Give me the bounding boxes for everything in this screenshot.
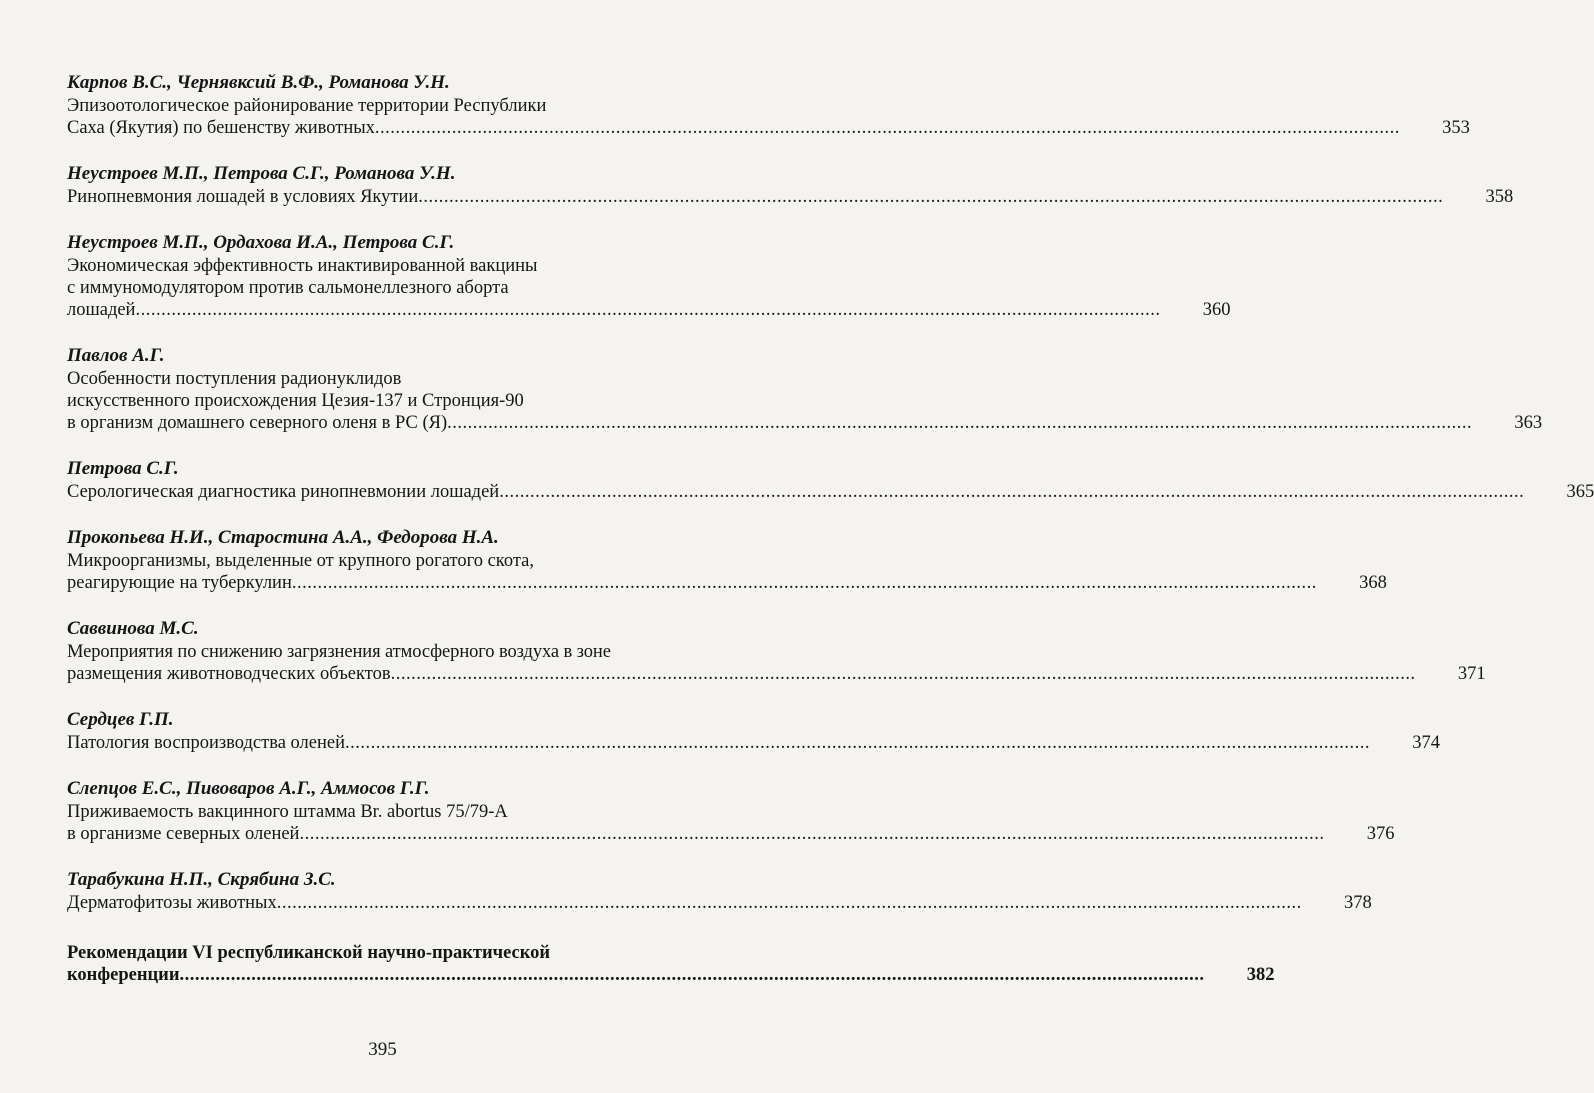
entry-last-line [67,481,1594,503]
entry-authors: Сердцев Г.П. [67,709,174,730]
leader-dots: ........................................................................................................................................................................................................ [390,664,1416,684]
entry-last-line [67,572,1387,594]
entry-page-number: 358 [1485,187,1514,207]
entry-page-number: 360 [1202,300,1231,320]
entry-title-end: Ринопневмония лошадей в условиях Якутии [67,187,419,207]
entry-title-line: Особенности поступления радионуклидов [67,369,402,389]
entry-page-number: 363 [1514,413,1543,433]
leader-dots: ........................................................................................................................................................................................................ [299,824,1325,844]
toc-entry [67,526,1387,594]
page-number: 395 [368,1039,397,1060]
entry-title-line: Эпизоотологическое районирование территории Республики [67,96,547,116]
entry-authors: Прокопьева Н.И., Старостина А.А., Федорова Н.А. [67,527,499,548]
entry-last-line [67,299,1231,321]
entry-page-number: 365 [1566,482,1594,502]
entry-last-line [67,964,1275,986]
entry-title-line: искусственного происхождения Цезия-137 и Стронция-90 [67,391,524,411]
entry-title-end: в организме северных оленей [67,824,300,844]
entry-authors: Неустроев М.П., Ордахова И.А., Петрова С.Г. [67,232,455,253]
entry-title-line: Мероприятия по снижению загрязнения атмосферного воздуха в зоне [67,642,611,662]
entry-title-line: Рекомендации VI республиканской научно-практической [67,943,551,963]
entry-last-line [67,663,1486,685]
entry-page-number: 382 [1246,965,1275,985]
entry-last-line [67,412,1543,434]
entry-page-number: 353 [1442,118,1470,138]
entry-title-line: Микроорганизмы, выделенные от крупного рогатого скота, [67,551,535,571]
table-of-contents [67,71,1594,1009]
entry-page-number: 376 [1366,824,1395,844]
leader-dots: ........................................................................................................................................................................................................ [418,187,1444,207]
entry-title-end: конференции [67,965,180,985]
entry-title-line: Приживаемость вакцинного штамма Br. abortus 75/79-А [67,802,508,822]
entry-page-number: 378 [1343,893,1372,913]
entry-title-end: Патология воспроизводства оленей [67,733,346,753]
toc-entry [67,231,1231,321]
entry-authors: Саввинова М.С. [67,618,199,639]
toc-entry [67,162,1514,208]
toc-entry [67,777,1395,845]
entry-last-line [67,117,1470,139]
entry-last-line [67,186,1514,208]
entry-authors: Неустроев М.П., Петрова С.Г., Романова У.Н. [67,163,456,184]
leader-dots: ........................................................................................................................................................................................................ [447,413,1473,433]
entry-last-line [67,823,1395,845]
leader-dots: ........................................................................................................................................................................................................ [345,733,1371,753]
toc-entry [67,344,1543,434]
leader-dots: ........................................................................................................................................................................................................ [179,965,1205,985]
entry-title-end: Дерматофитозы животных [67,893,277,913]
entry-title-end: лошадей [67,300,136,320]
entry-authors: Петрова С.Г. [67,458,179,479]
entry-title-line: Экономическая эффективность инактивированной вакцины [67,256,538,276]
entry-title-end: Саха (Якутия) по бешенству животных [67,118,375,138]
entry-page-number: 371 [1457,664,1486,684]
leader-dots: ........................................................................................................................................................................................................ [135,300,1161,320]
leader-dots: ........................................................................................................................................................................................................ [276,893,1302,913]
leader-dots: ........................................................................................................................................................................................................ [374,118,1400,138]
entry-title-end: в организм домашнего северного оленя в РС (Я) [67,413,448,433]
toc-entry [67,868,1372,914]
leader-dots: ........................................................................................................................................................................................................ [499,482,1525,502]
toc-entry [67,457,1594,503]
entry-last-line [67,732,1441,754]
toc-entry [67,71,1470,139]
entry-authors: Слепцов Е.С., Пивоваров А.Г., Аммосов Г.Г. [67,778,430,799]
leader-dots: ........................................................................................................................................................................................................ [291,573,1317,593]
toc-entry [67,617,1486,685]
toc-entry-recommendations [67,942,1275,986]
entry-authors: Павлов А.Г. [67,345,165,366]
entry-authors: Карпов В.С., Чернявксий В.Ф., Романова У.Н. [67,72,450,93]
entry-page-number: 374 [1412,733,1441,753]
entry-page-number: 368 [1359,573,1387,593]
entry-title-end: Серологическая диагностика ринопневмонии лошадей [67,482,500,502]
entry-last-line [67,892,1372,914]
entry-authors: Тарабукина Н.П., Скрябина З.С. [67,869,336,890]
entry-title-line: с иммуномодулятором против сальмонеллезного аборта [67,278,509,298]
toc-entry [67,708,1441,754]
entry-title-end: реагирующие на туберкулин [67,573,292,593]
entry-title-end: размещения животноводческих объектов [67,664,391,684]
